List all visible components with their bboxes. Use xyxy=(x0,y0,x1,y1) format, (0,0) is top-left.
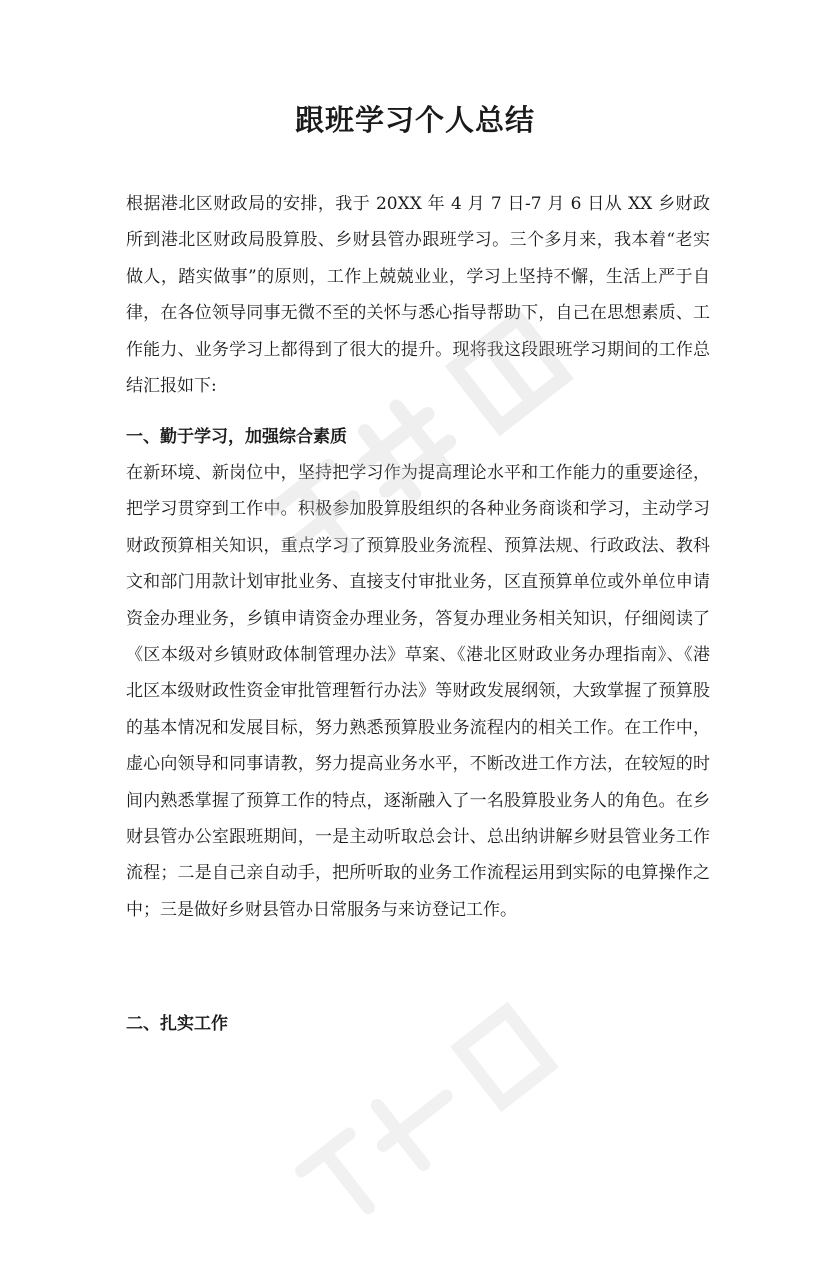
watermark-graphic-bottom xyxy=(272,981,587,1267)
section-1-heading: 一、勤于学习，加强综合素质 xyxy=(126,427,347,447)
section-2-heading: 二、扎实工作 xyxy=(126,1014,228,1034)
document-title: 跟班学习个人总结 xyxy=(294,103,535,137)
section-1-paragraph: 在新环境、新岗位中，坚持把学习作为提高理论水平和工作能力的重要途径，把学习贯穿到工作中。积极参加股算股组织的各种业务商谈和学习，主动学习财政预算相关知识，重点学习了预算股业务流程、预算法规、行政政法、教科文和部门用款计划审批业务、直接支付审批业务，区直预算单位或外单位申请资金办理业务，乡镇申请资金办理业务，答复办理业务相关知识，仔细阅读了《区本级对乡镇财政体制管理办法》草案、《港北区财政业务办理指南》、《港北区本级财政性资金审批管理暂行办法》等财政发展纲领，大致掌握了预算股的基本情况和发展目标，努力熟悉预算股业务流程内的相关工作。在工作中，虚心向领导和同事请教，努力提高业务水平，不断改进工作方法，在较短的时间内熟悉掌握了预算工作的特点，逐渐融入了一名股算股业务人的角色。在乡财县管办公室跟班期间，一是主动听取总会计、总出纳讲解乡财县管业务工作流程；二是自己亲自动手，把所听取的业务工作流程运用到实际的电算操作之中；三是做好乡财县管办日常服务与来访登记工作。 xyxy=(126,463,710,920)
intro-paragraph: 根据港北区财政局的安排，我于 20XX 年 4 月 7 日-7 月 6 日从 XX 乡财政所到港北区财政局股算股、乡财县管办跟班学习。三个多月来，我本着“老实做人，踏实做事”的原则，工作上兢兢业业，学习上坚持不懈，生活上严于自律，在各位领导同事无微不至的关怀与悉心指导帮助下，自己在思想素质、工作能力、业务学习上都得到了很大的提升。现将我这段跟班学习期间的工作总结汇报如下: xyxy=(126,194,710,397)
